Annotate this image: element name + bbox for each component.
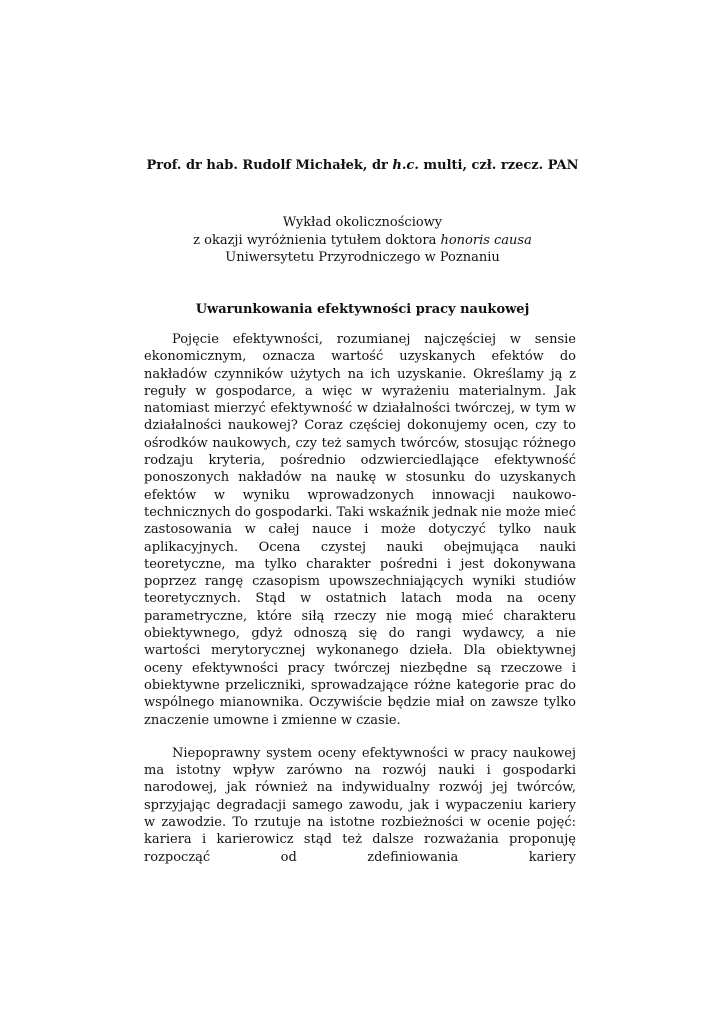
- author-titles: multi, czł. rzecz. PAN: [418, 158, 579, 173]
- author-honorary-abbrev: h.c.: [392, 158, 419, 173]
- occasion-line-1: Wykład okolicznościowy: [282, 215, 443, 230]
- body-text: [144, 331, 576, 882]
- body-paragraph-1: Pojęcie efektywności, rozumianej najczęściej w sensie ekonomicznym, oznacza wartość uzyskanych efektów do nakładów czynników użytych na ich uzyskanie. Określamy ją z reguły w gospodarce, a więc w wyrażeniu materialnym. Jak natomiast mierzyć efektywność w działalności twórczej, w tym w działalności naukowej? Coraz częściej dokonujemy ocen, czy to ośrodków naukowych, czy też samych twórców, stosując różnego rodzaju kryteria, pośrednio odzwierciedlające efektywność ponoszonych nakładów na naukę w stosunku do uzyskanych efektów w wyniku wprowadzonych innowacji naukowo-technicznych do gospodarki. Taki wskaźnik jednak nie może mieć zastosowania w całej nauce i może dotyczyć tylko nauk aplikacyjnych. Ocena czystej nauki obejmująca nauki teoretyczne, ma tylko charakter pośredni i jest dokonywana poprzez rangę czasopism upowszechniających wyniki studiów teoretycznych. Stąd w ostatnich latach moda na oceny parametryczne, które siłą rzeczy nie mogą mieć charakteru obiektywnego, gdyż odnoszą się do rangi wydawcy, a nie wartości merytorycznej wykonanego dzieła. Dla obiektywnej oceny efektywności pracy twórczej niezbędne są rzeczowe i obiektywne przeliczniki, sprowadzające różne kategorie prac do wspólnego mianownika. Oczywiście będzie miał on zawsze tylko znaczenie umowne i zmienne w czasie.: [144, 332, 576, 728]
- occasion-line-3: Uniwersytetu Przyrodniczego w Poznaniu: [225, 250, 500, 265]
- occasion-line-2: [0, 232, 725, 250]
- lecture-title: Uwarunkowania efektywności pracy naukowej: [195, 302, 530, 317]
- occasion-line-2-italic: honoris causa: [440, 232, 532, 248]
- author-name: Prof. dr hab. Rudolf Michałek, dr: [146, 158, 393, 173]
- author-line: [0, 156, 725, 176]
- occasion-line-2-text: z okazji wyróżnienia tytułem doktora: [193, 232, 441, 248]
- body-paragraph-2: Niepoprawny system oceny efektywności w pracy naukowej ma istotny wpływ zarówno na rozwój nauki i gospodarki narodowej, jak również na indywidualny rozwój jej twórców, sprzyjając degradacji samego zawodu, jak i wypaczeniu kariery w zawodzie. To rzutuje na istotne rozbieżności w ocenie pojęć: kariera i karierowicz stąd też dalsze rozważania proponuję rozpocząć od zdefiniowania kariery: [144, 745, 576, 865]
- lecture-occasion: [0, 214, 725, 267]
